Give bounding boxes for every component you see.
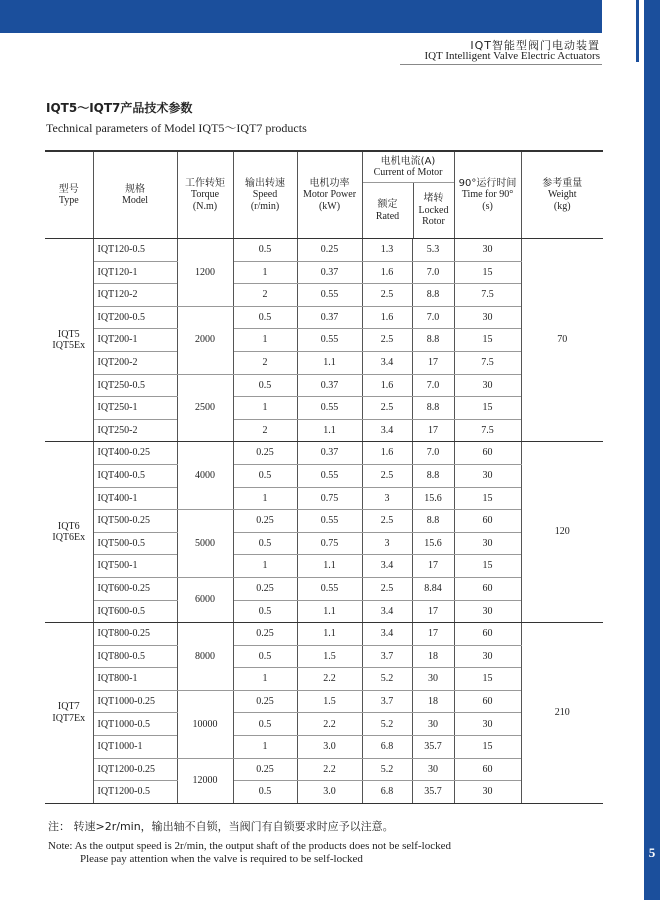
- table-row: [45, 239, 603, 262]
- rated-current-cell: 3: [362, 487, 412, 510]
- rated-current-cell: 3.4: [362, 555, 412, 578]
- header-power: 电机功率 Motor Power (kW): [297, 151, 362, 239]
- table-row: [45, 781, 603, 804]
- rated-current-cell: 3.4: [362, 351, 412, 374]
- model-cell: IQT800-0.25: [93, 623, 177, 646]
- time-cell: 15: [454, 668, 521, 691]
- table-row: [45, 374, 603, 397]
- speed-cell: 0.5: [233, 374, 297, 397]
- header-torque: 工作转矩 Torque (N.m): [177, 151, 233, 239]
- header-model: 规格 Model: [93, 151, 177, 239]
- model-cell: IQT800-1: [93, 668, 177, 691]
- torque-cell: 4000: [177, 442, 233, 510]
- speed-cell: 0.5: [233, 713, 297, 736]
- torque-cell: 8000: [177, 623, 233, 691]
- locked-current-cell: 30: [412, 713, 454, 736]
- table-row: [45, 758, 603, 781]
- model-cell: IQT200-0.5: [93, 306, 177, 329]
- speed-cell: 1: [233, 261, 297, 284]
- weight-cell: 70: [521, 239, 603, 442]
- model-cell: IQT400-0.25: [93, 442, 177, 465]
- time-cell: 15: [454, 487, 521, 510]
- header-current: [362, 151, 454, 239]
- power-cell: 0.37: [297, 306, 362, 329]
- power-cell: 0.25: [297, 239, 362, 262]
- locked-current-cell: 8.8: [412, 397, 454, 420]
- model-cell: IQT1000-0.5: [93, 713, 177, 736]
- rated-current-cell: 1.6: [362, 306, 412, 329]
- time-cell: 7.5: [454, 284, 521, 307]
- torque-cell: 5000: [177, 510, 233, 578]
- locked-current-cell: 30: [412, 758, 454, 781]
- table-row: [45, 623, 603, 646]
- power-cell: 1.5: [297, 645, 362, 668]
- power-cell: 0.55: [297, 464, 362, 487]
- model-cell: IQT400-0.5: [93, 464, 177, 487]
- section-title-en: Technical parameters of Model IQT5～IQT7 products: [46, 121, 307, 135]
- time-cell: 15: [454, 736, 521, 759]
- header-rated: 额定 Rated: [363, 183, 414, 238]
- rated-current-cell: 3.7: [362, 690, 412, 713]
- header-type: 型号 Type: [45, 151, 93, 239]
- time-cell: 60: [454, 442, 521, 465]
- power-cell: 0.37: [297, 261, 362, 284]
- model-cell: IQT500-1: [93, 555, 177, 578]
- power-cell: 1.5: [297, 690, 362, 713]
- header-weight: 参考重量 Weight (kg): [521, 151, 603, 239]
- model-cell: IQT250-1: [93, 397, 177, 420]
- time-cell: 30: [454, 464, 521, 487]
- rated-current-cell: 2.5: [362, 510, 412, 533]
- table-row: [45, 690, 603, 713]
- speed-cell: 1: [233, 329, 297, 352]
- weight-cell: 210: [521, 623, 603, 804]
- table-row: [45, 306, 603, 329]
- model-cell: IQT600-0.5: [93, 600, 177, 623]
- table-row: [45, 442, 603, 465]
- locked-current-cell: 17: [412, 351, 454, 374]
- time-cell: 15: [454, 397, 521, 420]
- time-cell: 60: [454, 510, 521, 533]
- type-cell: IQT6 IQT6Ex: [45, 442, 93, 623]
- speed-cell: 2: [233, 351, 297, 374]
- table-row: [45, 600, 603, 623]
- speed-cell: 0.25: [233, 623, 297, 646]
- time-cell: 30: [454, 532, 521, 555]
- rated-current-cell: 2.5: [362, 464, 412, 487]
- locked-current-cell: 8.8: [412, 464, 454, 487]
- locked-current-cell: 18: [412, 645, 454, 668]
- speed-cell: 2: [233, 284, 297, 307]
- rated-current-cell: 6.8: [362, 736, 412, 759]
- torque-cell: 6000: [177, 577, 233, 622]
- side-stripe: [644, 0, 660, 900]
- power-cell: 1.1: [297, 623, 362, 646]
- speed-cell: 0.25: [233, 758, 297, 781]
- locked-current-cell: 7.0: [412, 306, 454, 329]
- locked-current-cell: 17: [412, 600, 454, 623]
- speed-cell: 0.25: [233, 510, 297, 533]
- speed-cell: 0.25: [233, 690, 297, 713]
- speed-cell: 0.5: [233, 600, 297, 623]
- rated-current-cell: 3: [362, 532, 412, 555]
- header-title-en: IQT Intelligent Valve Electric Actuators: [424, 50, 600, 62]
- time-cell: 60: [454, 577, 521, 600]
- table-row: [45, 329, 603, 352]
- power-cell: 1.1: [297, 419, 362, 442]
- time-cell: 30: [454, 713, 521, 736]
- time-cell: 15: [454, 555, 521, 578]
- time-cell: 30: [454, 239, 521, 262]
- power-cell: 0.55: [297, 329, 362, 352]
- model-cell: IQT250-2: [93, 419, 177, 442]
- page-number: 5: [648, 845, 656, 860]
- rated-current-cell: 5.2: [362, 713, 412, 736]
- time-cell: 30: [454, 600, 521, 623]
- model-cell: IQT600-0.25: [93, 577, 177, 600]
- power-cell: 0.75: [297, 487, 362, 510]
- rated-current-cell: 1.6: [362, 442, 412, 465]
- table-row: [45, 419, 603, 442]
- speed-cell: 0.5: [233, 239, 297, 262]
- locked-current-cell: 7.0: [412, 261, 454, 284]
- table-row: [45, 284, 603, 307]
- section-title-cn: IQT5～IQT7产品技术参数: [46, 101, 193, 115]
- header-bar: [0, 0, 602, 33]
- power-cell: 0.55: [297, 510, 362, 533]
- note-cn: 注： 转速>2r/min，输出轴不自锁，当阀门有自锁要求时应予以注意。: [48, 820, 394, 833]
- spec-table: [45, 150, 603, 804]
- header-speed: 输出转速 Speed (r/min): [233, 151, 297, 239]
- torque-cell: 12000: [177, 758, 233, 803]
- power-cell: 0.55: [297, 397, 362, 420]
- power-cell: 3.0: [297, 781, 362, 804]
- table-row: [45, 464, 603, 487]
- locked-current-cell: 8.8: [412, 510, 454, 533]
- power-cell: 0.55: [297, 577, 362, 600]
- table-row: [45, 555, 603, 578]
- header-current-cn: 电机电流(A): [380, 155, 436, 167]
- weight-cell: 120: [521, 442, 603, 623]
- locked-current-cell: 8.8: [412, 329, 454, 352]
- speed-cell: 0.25: [233, 577, 297, 600]
- speed-cell: 0.25: [233, 442, 297, 465]
- table-row: [45, 577, 603, 600]
- speed-cell: 1: [233, 397, 297, 420]
- time-cell: 30: [454, 645, 521, 668]
- locked-current-cell: 18: [412, 690, 454, 713]
- speed-cell: 0.5: [233, 306, 297, 329]
- header-title-cn: IQT智能型阀门电动装置: [470, 39, 600, 52]
- model-cell: IQT800-0.5: [93, 645, 177, 668]
- speed-cell: 0.5: [233, 781, 297, 804]
- torque-cell: 10000: [177, 690, 233, 758]
- time-cell: 7.5: [454, 419, 521, 442]
- speed-cell: 2: [233, 419, 297, 442]
- header-current-en: Current of Motor: [373, 167, 443, 178]
- power-cell: 0.55: [297, 284, 362, 307]
- speed-cell: 0.5: [233, 532, 297, 555]
- rated-current-cell: 1.3: [362, 239, 412, 262]
- speed-cell: 1: [233, 668, 297, 691]
- locked-current-cell: 17: [412, 555, 454, 578]
- table-row: [45, 532, 603, 555]
- table-row: [45, 510, 603, 533]
- rated-current-cell: 1.6: [362, 374, 412, 397]
- table-row: [45, 668, 603, 691]
- model-cell: IQT200-2: [93, 351, 177, 374]
- rated-current-cell: 3.4: [362, 600, 412, 623]
- power-cell: 2.2: [297, 713, 362, 736]
- rated-current-cell: 5.2: [362, 668, 412, 691]
- speed-cell: 0.5: [233, 645, 297, 668]
- locked-current-cell: 35.7: [412, 736, 454, 759]
- power-cell: 1.1: [297, 600, 362, 623]
- power-cell: 0.75: [297, 532, 362, 555]
- model-cell: IQT1200-0.5: [93, 781, 177, 804]
- time-cell: 15: [454, 261, 521, 284]
- time-cell: 15: [454, 329, 521, 352]
- locked-current-cell: 35.7: [412, 781, 454, 804]
- locked-current-cell: 17: [412, 623, 454, 646]
- speed-cell: 1: [233, 487, 297, 510]
- header-time: 90°运行时间 Time for 90° (s): [454, 151, 521, 239]
- locked-current-cell: 7.0: [412, 374, 454, 397]
- torque-cell: 2000: [177, 306, 233, 374]
- model-cell: IQT1000-1: [93, 736, 177, 759]
- time-cell: 30: [454, 374, 521, 397]
- locked-current-cell: 5.3: [412, 239, 454, 262]
- model-cell: IQT400-1: [93, 487, 177, 510]
- locked-current-cell: 7.0: [412, 442, 454, 465]
- rated-current-cell: 3.4: [362, 419, 412, 442]
- rated-current-cell: 2.5: [362, 329, 412, 352]
- note-en-line2: Please pay attention when the valve is required to be self-locked: [80, 853, 363, 865]
- locked-current-cell: 17: [412, 419, 454, 442]
- rated-current-cell: 5.2: [362, 758, 412, 781]
- locked-current-cell: 8.8: [412, 284, 454, 307]
- locked-current-cell: 8.84: [412, 577, 454, 600]
- time-cell: 60: [454, 623, 521, 646]
- power-cell: 2.2: [297, 758, 362, 781]
- rated-current-cell: 3.4: [362, 623, 412, 646]
- type-cell: IQT7 IQT7Ex: [45, 623, 93, 804]
- model-cell: IQT500-0.5: [93, 532, 177, 555]
- rated-current-cell: 3.7: [362, 645, 412, 668]
- table-row: [45, 645, 603, 668]
- model-cell: IQT1000-0.25: [93, 690, 177, 713]
- time-cell: 60: [454, 758, 521, 781]
- torque-cell: 2500: [177, 374, 233, 442]
- table-row: [45, 713, 603, 736]
- model-cell: IQT250-0.5: [93, 374, 177, 397]
- rated-current-cell: 2.5: [362, 284, 412, 307]
- power-cell: 0.37: [297, 374, 362, 397]
- model-cell: IQT500-0.25: [93, 510, 177, 533]
- locked-current-cell: 30: [412, 668, 454, 691]
- table-row: [45, 397, 603, 420]
- time-cell: 30: [454, 781, 521, 804]
- rated-current-cell: 2.5: [362, 397, 412, 420]
- table-row: [45, 261, 603, 284]
- power-cell: 2.2: [297, 668, 362, 691]
- table-row: [45, 351, 603, 374]
- table-row: [45, 487, 603, 510]
- power-cell: 1.1: [297, 351, 362, 374]
- rated-current-cell: 6.8: [362, 781, 412, 804]
- power-cell: 1.1: [297, 555, 362, 578]
- power-cell: 0.37: [297, 442, 362, 465]
- header-divider: [400, 64, 602, 65]
- time-cell: 60: [454, 690, 521, 713]
- locked-current-cell: 15.6: [412, 487, 454, 510]
- model-cell: IQT1200-0.25: [93, 758, 177, 781]
- rated-current-cell: 1.6: [362, 261, 412, 284]
- note-en-line1: Note: As the output speed is 2r/min, the output shaft of the products does not be self-locked: [48, 840, 451, 852]
- model-cell: IQT120-1: [93, 261, 177, 284]
- locked-current-cell: 15.6: [412, 532, 454, 555]
- power-cell: 3.0: [297, 736, 362, 759]
- type-cell: IQT5 IQT5Ex: [45, 239, 93, 442]
- torque-cell: 1200: [177, 239, 233, 307]
- rated-current-cell: 2.5: [362, 577, 412, 600]
- table-row: [45, 736, 603, 759]
- model-cell: IQT200-1: [93, 329, 177, 352]
- time-cell: 7.5: [454, 351, 521, 374]
- time-cell: 30: [454, 306, 521, 329]
- speed-cell: 0.5: [233, 464, 297, 487]
- model-cell: IQT120-2: [93, 284, 177, 307]
- header-locked: 堵转 Locked Rotor: [418, 193, 449, 228]
- model-cell: IQT120-0.5: [93, 239, 177, 262]
- speed-cell: 1: [233, 736, 297, 759]
- speed-cell: 1: [233, 555, 297, 578]
